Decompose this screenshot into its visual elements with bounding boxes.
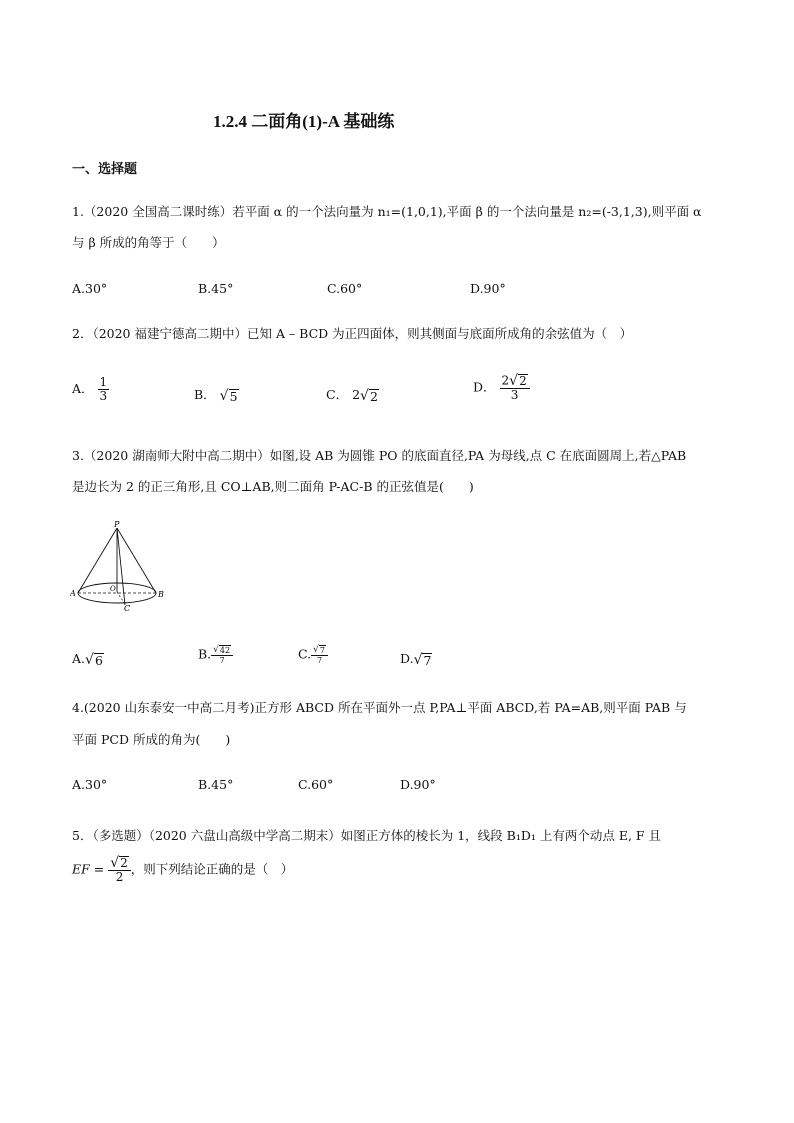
cone-label-o: O (110, 585, 116, 593)
question-5-line-2 (72, 856, 293, 884)
q1-option-c: C.60° (327, 281, 363, 296)
question-4-line-1: 4.(2020 山东泰安一中高二月考)正方形 ABCD 所在平面外一点 P,PA⊥平面 ABCD,若 PA=AB,则平面 PAB 与 (72, 700, 687, 715)
q2-option-a-denominator: 3 (99, 389, 108, 403)
question-2-line-1: 2．（2020 福建宁德高二期中）已知 A – BCD 为正四面体，则其侧面与底面所成角的余弦值为（ ） (72, 326, 633, 341)
page-title: 1.2.4 二面角(1)-A 基础练 (213, 112, 395, 131)
q5-line-2-text: ，则下列结论正确的是（ ） (130, 861, 294, 877)
q3-option-c (298, 645, 328, 665)
q2-option-c (326, 385, 379, 403)
q2-option-d (473, 374, 530, 402)
section-heading: 一、选择题 (72, 162, 138, 177)
q1-option-a: A.30° (72, 281, 108, 296)
q3-option-b-label: B. (198, 646, 212, 662)
q2-option-b-radical (220, 389, 239, 403)
cone-label-a: A (70, 589, 76, 598)
question-3-line-1: 3.（2020 湖南师大附中高二期中）如图,设 AB 为圆锥 PO 的底面直径,PA 为母线,点 C 在底面圆周上,若△PAB (72, 448, 687, 463)
q4-option-a: A.30° (72, 777, 108, 792)
question-3-line-2: 是边长为 2 的正三角形,且 CO⊥AB,则二面角 P-AC-B 的正弦值是( ) (72, 479, 474, 494)
q5-denominator: 2 (115, 870, 124, 884)
q4-option-d: D.90° (400, 777, 436, 792)
q3-option-d-label: D. (400, 651, 414, 666)
q2-option-c-radical (360, 389, 379, 403)
sqrt-icon: √ (313, 645, 319, 655)
q5-fraction (108, 856, 131, 884)
sqrt-icon: √ (360, 387, 369, 404)
q3-option-d-radicand: 7 (423, 652, 432, 668)
question-1-line-2: 与 β 所成的角等于（ ） (72, 235, 225, 250)
q2-option-a-numerator: 1 (99, 375, 108, 389)
q2-option-a-fraction (98, 376, 110, 403)
q2-option-a-label: A． (72, 381, 94, 396)
q3-option-a-label: A. (72, 651, 86, 666)
q2-option-d-fraction (500, 374, 530, 402)
q3-option-d (400, 651, 432, 667)
cone-lateral-edges (78, 528, 156, 605)
sqrt-icon: √ (219, 387, 229, 404)
q2-option-c-radicand: 2 (369, 388, 378, 404)
q5-equation-lhs: EF = (72, 861, 105, 877)
q1-option-b: B.45° (198, 281, 234, 296)
q3-option-b-fraction (211, 645, 233, 665)
q2-option-d-numerator (500, 374, 530, 389)
q3-option-c-label: C. (298, 646, 312, 662)
cone-label-b: B (158, 590, 164, 599)
q3-option-a-radical (85, 653, 104, 667)
q2-option-d-label: D． (473, 379, 496, 395)
sqrt-icon: √ (509, 373, 519, 389)
q1-option-d: D.90° (470, 281, 506, 296)
q3-option-a (72, 651, 104, 667)
q3-option-a-radicand: 6 (94, 652, 103, 668)
q2-option-c-label: C． (326, 387, 349, 402)
q4-option-c: C.60° (298, 777, 334, 792)
q2-option-b-label: B． (194, 387, 216, 402)
q2-option-b (194, 385, 239, 403)
q3-option-c-denominator: 7 (316, 656, 323, 665)
cone-figure (70, 520, 170, 612)
sqrt-icon: √ (110, 855, 120, 871)
q2-option-d-coefficient: 2 (501, 373, 510, 388)
q2-option-d-denominator: 3 (510, 388, 519, 402)
q3-option-c-fraction (311, 645, 328, 665)
question-5-line-1: 5．（多选题）（2020 六盘山高级中学高二期末）如图正方体的棱长为 1，线段 B₁D₁ 上有两个动点 E, F 且 (72, 828, 662, 843)
q3-option-b-radicand: 42 (219, 646, 231, 655)
question-1-line-1: 1.（2020 全国高二课时练）若平面 α 的一个法向量为 n₁=(1,0,1),平面 β 的一个法向量是 n₂=(-3,1,3),则平面 α (72, 204, 702, 219)
sqrt-icon: √ (213, 645, 219, 655)
sqrt-icon: √ (85, 651, 94, 668)
question-4-line-2: 平面 PCD 所成的角为( ) (72, 732, 231, 747)
q3-option-c-radicand: 7 (319, 646, 325, 655)
cone-label-c: C (124, 604, 131, 612)
cone-label-p: P (114, 520, 120, 529)
q3-option-b (198, 645, 233, 665)
q3-option-d-radical (414, 653, 433, 667)
q2-option-c-coefficient: 2 (352, 387, 361, 402)
q5-radicand: 2 (120, 856, 128, 870)
q3-option-b-denominator: 7 (219, 656, 225, 665)
sqrt-icon: √ (413, 651, 423, 668)
q2-option-a (72, 376, 109, 403)
q2-option-d-radicand: 2 (519, 374, 527, 388)
q4-option-b: B.45° (198, 777, 234, 792)
q2-option-b-radicand: 5 (229, 388, 238, 404)
